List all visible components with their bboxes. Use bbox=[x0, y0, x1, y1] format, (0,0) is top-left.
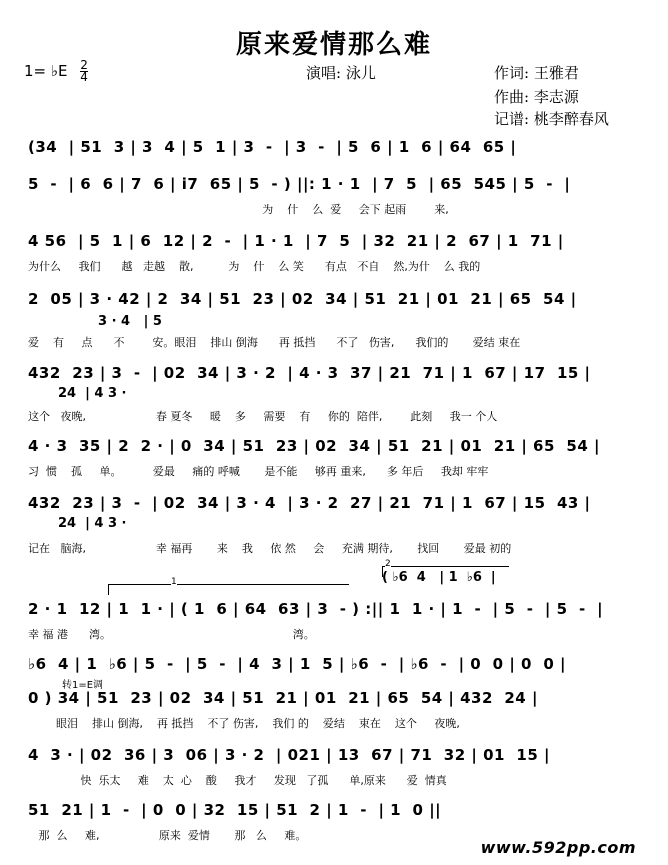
notes-line: 4 3 · | 02 36 | 3 06 | 3 · 2 | 021 | 13 67 | 71 32 | 01 15 | bbox=[28, 746, 550, 764]
notes-line: 51 21 | 1 - | 0 0 | 32 15 | 51 2 | 1 - | 1 0 || bbox=[28, 801, 442, 819]
lyrics-line: 幸 福 港 湾。 湾。 bbox=[28, 628, 315, 641]
lyrics-line: 为 什 么 爱 会下 起雨 来, bbox=[28, 203, 449, 216]
page-title: 原来爱情那么难 bbox=[235, 30, 432, 60]
watermark: www.592pp.com bbox=[480, 838, 636, 857]
sub-notes: 3 · 4 | 5 bbox=[98, 314, 162, 329]
lyricist: 作词: 王雅君 bbox=[494, 64, 579, 82]
volta-bracket-1 bbox=[108, 577, 349, 595]
volta-number: 2 bbox=[385, 559, 391, 569]
lyrics-line: 习 惯 孤 单。 爱最 痛的 呼喊 是不能 够再 重来, 多 年后 我却 牢牢 bbox=[28, 465, 489, 478]
sub-notes: 24 | 4 3 · bbox=[58, 386, 127, 401]
notes-line: 0 ) 34 | 51 23 | 02 34 | 51 21 | 01 21 | 65 54 | 432 24 | bbox=[28, 689, 538, 707]
notes-line: 4 · 3 35 | 2 2 · | 0 34 | 51 23 | 02 34 | 51 21 | 01 21 | 65 54 | bbox=[28, 437, 600, 455]
notes-line: 4 56 | 5 1 | 6 12 | 2 - | 1 · 1 | 7 5 | 32 21 | 2 67 | 1 71 | bbox=[28, 232, 564, 250]
lyrics-line: 那 么 难, 原来 爱情 那 么 难。 bbox=[28, 829, 307, 842]
time-top: 2 bbox=[80, 58, 88, 72]
notes-line: 5 - | 6 6 | 7 6 | i7 65 | 5 - ) ||: 1 · 1 | 7 5 | 65 545 | 5 - | bbox=[28, 175, 571, 193]
singer: 演唱: 泳儿 bbox=[306, 64, 376, 82]
modulation-note: 转1=E调 bbox=[62, 680, 104, 691]
lyrics-line: 眼泪 排山 倒海, 再 抵挡 不了 伤害, 我们 的 爱结 束在 这个 夜晚, bbox=[28, 717, 460, 730]
volta-number: 1 bbox=[171, 577, 177, 587]
notes-line: 432 23 | 3 - | 02 34 | 3 · 4 | 3 · 2 27 | 21 71 | 1 67 | 15 43 | bbox=[28, 494, 591, 512]
notes-line: (34 | 51 3 | 3 4 | 5 1 | 3 - | 3 - | 5 6 | 1 6 | 64 65 | bbox=[28, 138, 517, 156]
time-bottom: 4 bbox=[80, 70, 88, 84]
time-signature bbox=[80, 60, 88, 83]
sub-notes: 24 | 4 3 · bbox=[58, 516, 127, 531]
key-label: 1= ♭E bbox=[24, 62, 68, 80]
sub-notes: ( ♭6 4 | 1 ♭6 | bbox=[382, 570, 496, 585]
lyrics-line: 这个 夜晚, 春 夏冬 暖 多 需要 有 你的 陪伴, 此刻 我一 个人 bbox=[28, 410, 498, 423]
key-signature bbox=[24, 60, 88, 83]
lyrics-line: 快 乐太 难 太 心 酸 我才 发现 了孤 单,原来 爱 情真 bbox=[28, 774, 447, 787]
lyrics-line: 记在 脑海, 幸 福再 来 我 依 然 会 充满 期待, 找回 爱最 初的 bbox=[28, 542, 512, 555]
notes-line: 2 05 | 3 · 42 | 2 34 | 51 23 | 02 34 | 51 21 | 01 21 | 65 54 | bbox=[28, 290, 577, 308]
notes-line: 432 23 | 3 - | 02 34 | 3 · 2 | 4 · 3 37 | 21 71 | 1 67 | 17 15 | bbox=[28, 364, 591, 382]
lyrics-line: 爱 有 点 不 安。眼泪 排山 倒海 再 抵挡 不了 伤害, 我们的 爱结 束在 bbox=[28, 336, 521, 349]
notes-line: 2 · 1 12 | 1 1 · | ( 1 6 | 64 63 | 3 - ) :|| 1 1 · | 1 - | 5 - | 5 - | bbox=[28, 600, 604, 618]
transcriber: 记谱: 桃李醉春风 bbox=[494, 110, 609, 128]
notes-line: ♭6 4 | 1 ♭6 | 5 - | 5 - | 4 3 | 1 5 | ♭6 - | ♭6 - | 0 0 | 0 0 | bbox=[28, 655, 567, 673]
lyrics-line: 为什么 我们 越 走越 散, 为 什 么 笑 有点 不自 然,为什 么 我的 bbox=[28, 260, 481, 273]
composer: 作曲: 李志源 bbox=[494, 88, 579, 106]
